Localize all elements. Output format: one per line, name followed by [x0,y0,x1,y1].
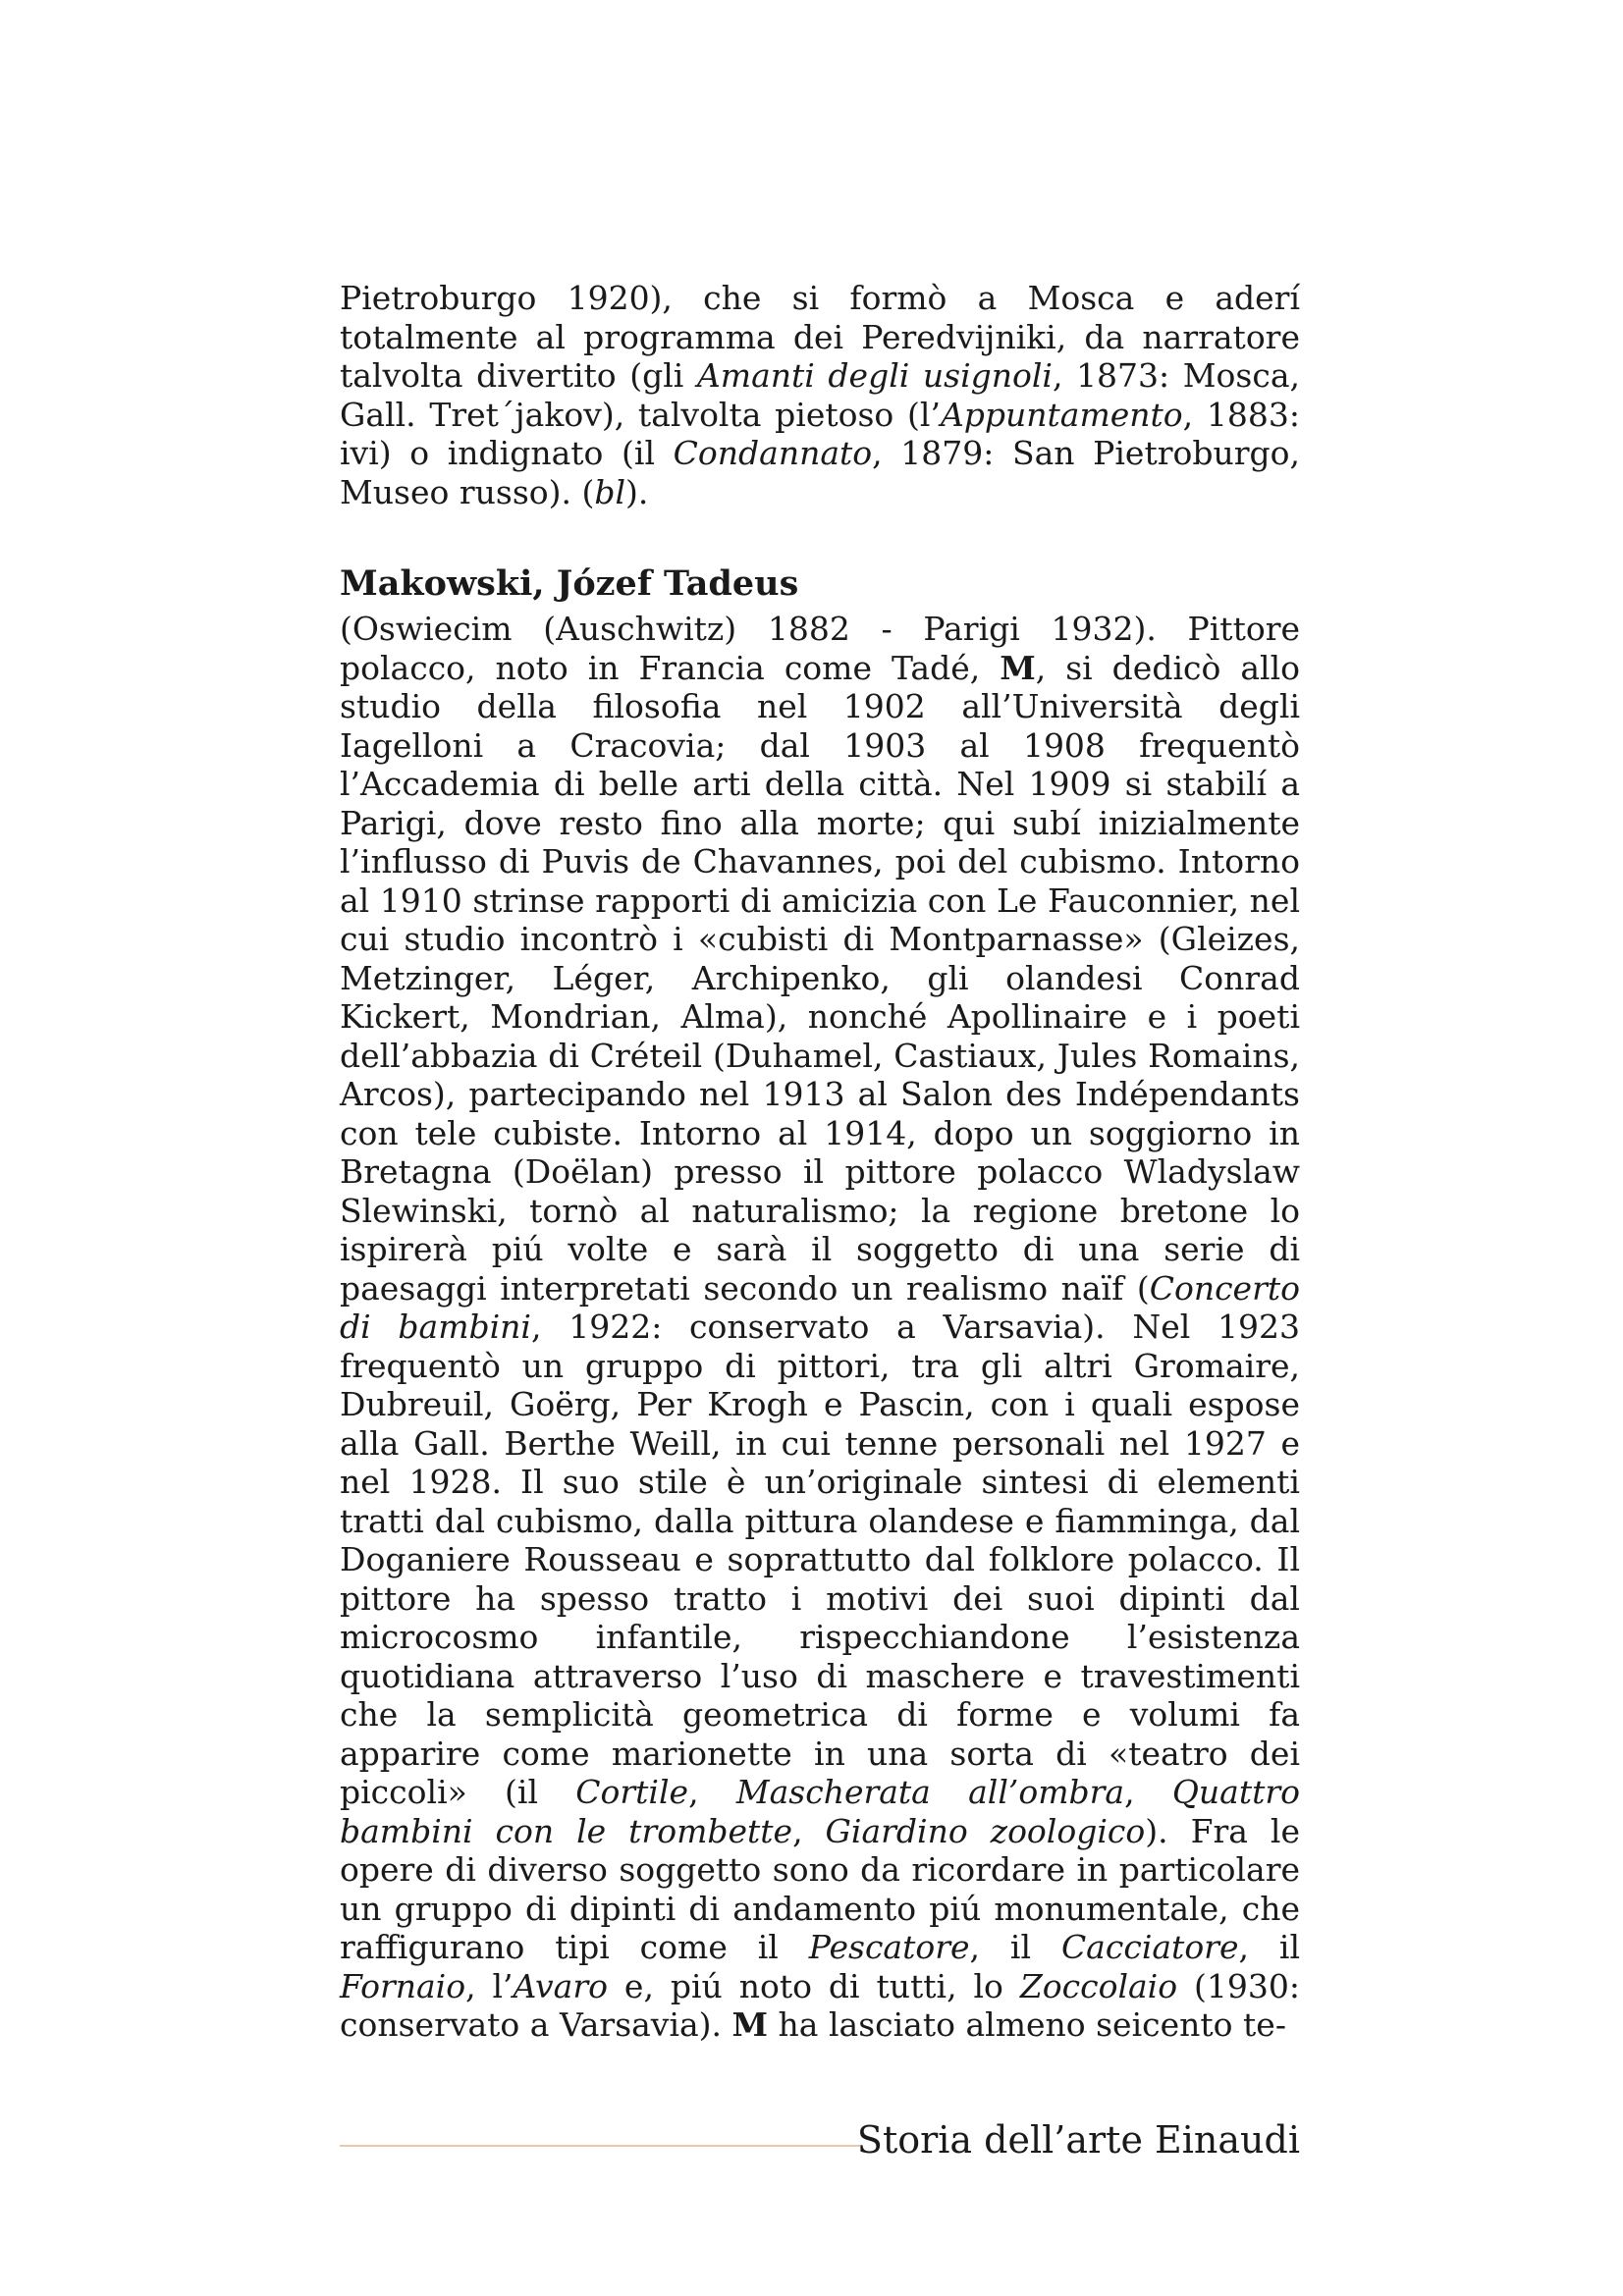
work-title: Zoccolaio [1019,1966,1178,2005]
intro-text: , 1873: Mosca, Gall. Tret´jakov), talvolta pietoso (l’ [340,356,1300,434]
footer-rule [340,2145,860,2147]
entry-text: ha lasciato almeno seicento te- [768,2005,1286,2044]
intro-text: , 1883: ivi) o indignato (il [340,395,1300,472]
footer-title: Storia dell’arte Einaudi [856,2118,1300,2162]
intro-paragraph [340,279,1300,511]
entry-text: , [792,1811,826,1850]
entry-text: , l’ [465,1966,514,2005]
entry-text: , [1124,1773,1172,1811]
entry-text: , il [1238,1928,1300,1966]
work-title: Concerto di bambini [340,1268,1300,1346]
entry-text: , il [969,1928,1061,1966]
work-title: Mascherata all’ombra [735,1773,1125,1811]
entry-text: ). Fra le opere di diverso soggetto sono da ricordare in particolare un gruppo di dipinti di andamento piú monumentale, che raffigurano tipi come il [340,1811,1300,1966]
entry-text: , [688,1773,736,1811]
entry-heading: Makowski, Józef Tadeus [340,563,799,604]
work-title: Giardino zoologico [825,1811,1146,1850]
work-title: Fornaio [340,1966,466,2005]
entry-paragraph [340,610,1300,2045]
work-title: Amanti degli usignoli [696,356,1053,395]
entry-abbreviation: M [1000,648,1036,687]
intro-text: ). [625,472,649,511]
work-title: Cortile [575,1773,689,1811]
author-initials: bl [594,472,626,511]
entry-text: , 1922: conservato a Varsavia). Nel 1923 frequentò un gruppo di pittori, tra gli altri Gromaire, Dubreuil, Goërg, Per Krogh e Pascin, con i quali espose alla Gall. Berthe Weill, in cui tenne personali nel 1927 e nel 1928. Il suo stile è un’originale sintesi di elementi tratti dal cubismo, dalla pittura olandese e fiamminga, dal Doganiere Rousseau e soprattutto dal folklore polacco. Il pittore ha spesso tratto i motivi dei suoi dipinti dal microcosmo infantile, rispecchiandone l’esistenza quotidiana attraverso l’uso di maschere e travestimenti che la semplicità geometrica di forme e volumi fa apparire come marionette in una sorta di «teatro dei piccoli» (il [340,1308,1301,1811]
work-title: Appuntamento [940,395,1183,434]
text-column [340,279,1300,2045]
entry-text: , si dedicò allo studio della filosofia nel 1902 all’Università degli Iagelloni a Cracovia; dal 1903 al 1908 frequentò l’Accademia di belle arti della città. Nel 1909 si stabilí a Parigi, dove resto fino alla morte; qui subí inizialmente l’influsso di Puvis de Chavannes, poi del cubismo. Intorno al 1910 strinse rapporti di amicizia con Le Fauconnier, nel cui studio incontrò i «cubisti di Montparnasse» (Gleizes, Metzinger, Léger, Archipenko, gli olandesi Conrad Kickert, Mondrian, Alma), nonché Apollinaire e i poeti dell’abbazia di Créteil (Duhamel, Castiaux, Jules Romains, Arcos), partecipando nel 1913 al Salon des Indépendants con tele cubiste. Intorno al 1914, dopo un soggiorno in Bretagna (Doëlan) presso il pittore polacco Wladyslaw Slewinski, tornò al naturalismo; la regione bretone lo ispirerà piú volte e sarà il soggetto di una serie di paesaggi interpretati secondo un realismo naïf ( [340,648,1300,1308]
entry-text: (Oswiecim (Auschwitz) 1882 - Parigi 1932). Pittore polacco, noto in Francia come Tadé, [340,610,1300,687]
page-footer [340,2112,1300,2171]
work-title: Quattro bambini con le trombette [340,1773,1300,1850]
entry-text: e, piú noto di tutti, lo [608,1966,1020,2005]
work-title: Condannato [673,434,873,472]
intro-text: , 1879: San Pietroburgo, Museo russo). ( [340,434,1300,511]
work-title: Cacciatore [1060,1928,1239,1966]
intro-text: Pietroburgo 1920), che si formò a Mosca e aderí totalmente al programma dei Peredvijniki, da narratore talvolta divertito (gli [340,279,1300,395]
work-title: Avaro [513,1966,609,2005]
work-title: Pescatore [808,1928,970,1966]
entry-text: (1930: conservato a Varsavia). [340,1966,1301,2044]
entry-abbreviation: M [731,2005,769,2044]
